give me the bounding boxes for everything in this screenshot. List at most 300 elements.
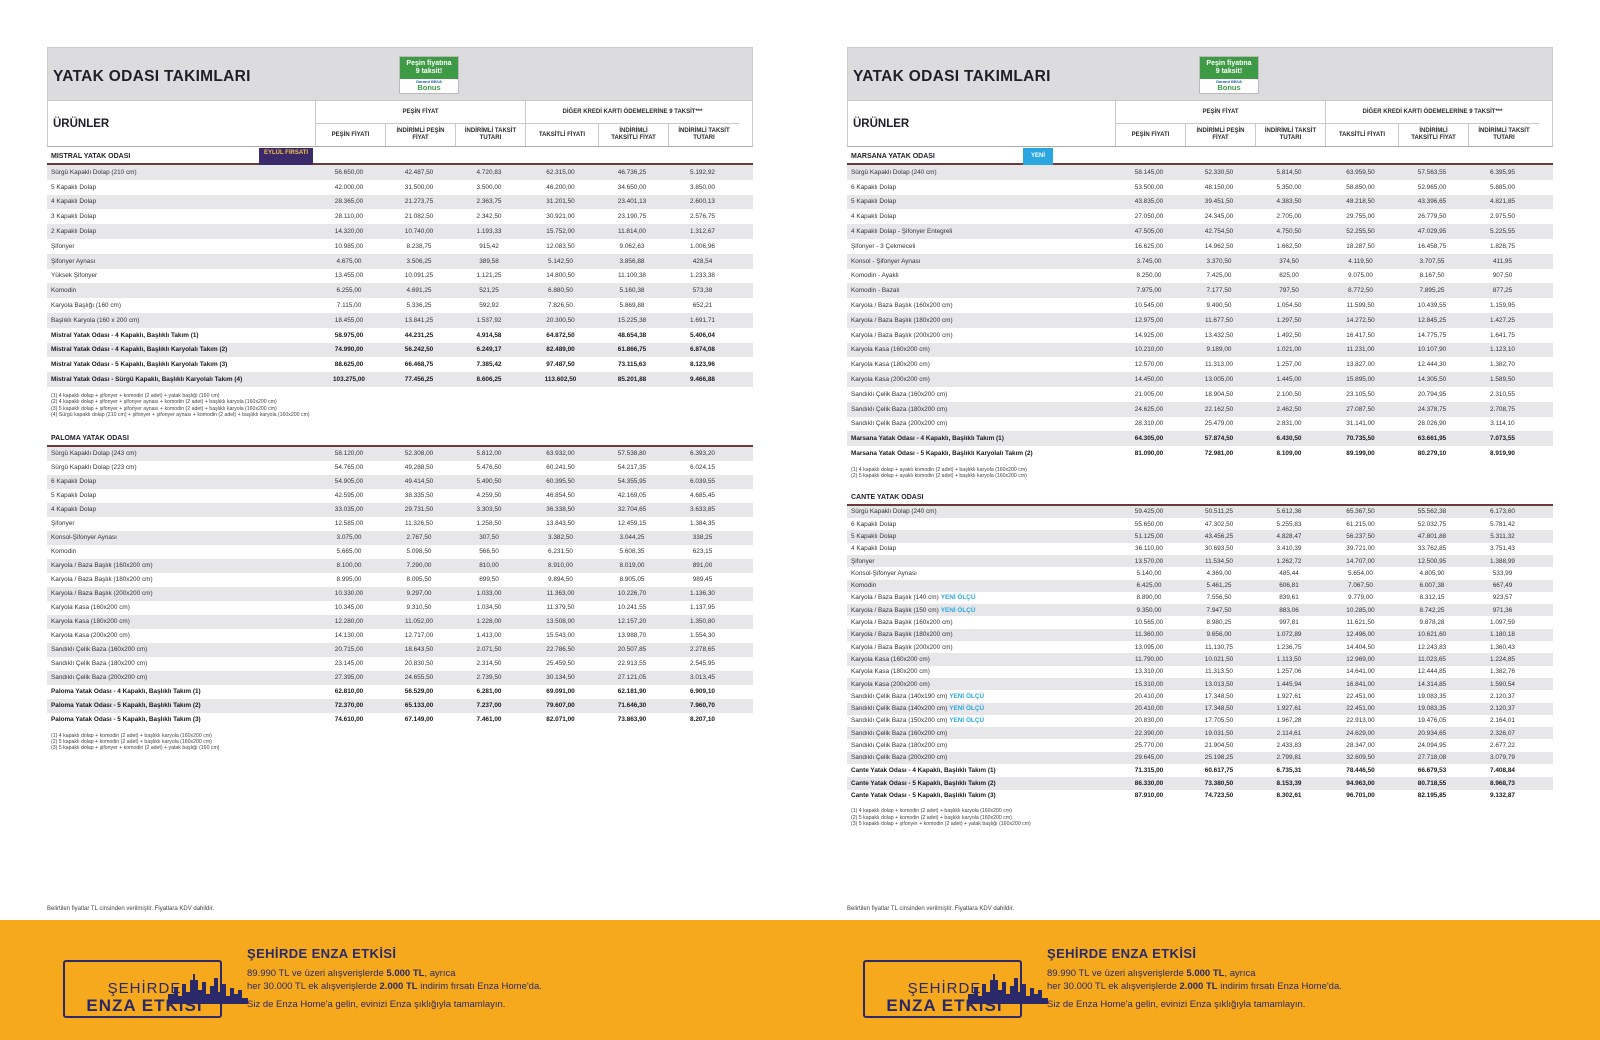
price-cell-4: 8.772,50 (1348, 287, 1373, 295)
product-name-text: Karyola / Baza Başlık (180x200 cm) (851, 631, 953, 639)
price-cell-3: 797,50 (1279, 287, 1299, 295)
price-cell-3: 606,81 (1279, 582, 1299, 590)
set-price-cell-5: 66.679,53 (1417, 766, 1447, 774)
set-total-row (47, 685, 753, 699)
set-price-cell-6: 5.406,04 (690, 331, 715, 339)
price-cell-2: 21.273,75 (404, 198, 434, 206)
price-cell-1: 12.570,00 (1134, 361, 1164, 369)
price-cell-6: 989,45 (692, 576, 713, 584)
price-cell-2: 11.313,00 (1205, 361, 1233, 369)
set-price-cell-5: 80.279,10 (1417, 450, 1447, 458)
product-name (51, 646, 147, 653)
product-name-text: Şifonyer (851, 557, 875, 565)
set-price-cell-6: 8.207,10 (690, 716, 715, 724)
set-price-cell-1: 74.990,00 (334, 346, 364, 354)
product-name (851, 631, 953, 638)
set-price-cell-3: 8.109,00 (1276, 450, 1302, 458)
table-row (47, 629, 753, 643)
price-cell-6: 652,21 (692, 302, 713, 310)
column-header-1: PEŞİN FİYATI (1115, 124, 1185, 146)
price-cell-3: 485,44 (1279, 569, 1299, 577)
table-row (847, 666, 1553, 678)
promo-banner (0, 920, 800, 1040)
price-cell-6: 2.677,22 (1490, 742, 1515, 750)
price-cell-4: 60.395,50 (546, 478, 575, 486)
price-cell-5: 33.762,85 (1417, 545, 1447, 553)
price-cell-5: 57.563,55 (1417, 168, 1447, 176)
price-cell-3: 1.445,00 (1276, 376, 1302, 384)
product-name-text: Karyola / Baza Başlık (160x200 cm) (851, 619, 953, 627)
table-row (847, 387, 1553, 402)
product-name (851, 332, 953, 339)
product-name-text: 5 Kapaklı Dolap (851, 198, 897, 206)
price-cell-1: 14.130,00 (334, 632, 364, 640)
table-row (847, 727, 1553, 739)
product-name (851, 521, 896, 528)
table-row (847, 580, 1553, 592)
price-cell-2: 25.198,25 (1204, 754, 1234, 762)
set-footnote-line: (1) 4 kapaklı dolap + komodin (2 adet) + başlıklı karyola (160x200 cm) (51, 732, 212, 739)
table-row (847, 678, 1553, 690)
banner-text-part: indirim fırsatı Enza Home'da. (417, 981, 542, 992)
set-price-cell-1: 88.625,00 (334, 361, 364, 369)
product-name-text: 3 Kapaklı Dolap (51, 213, 97, 221)
table-row (847, 555, 1553, 567)
set-price-cell-6: 9.466,88 (690, 376, 715, 384)
set-price-cell-4: 89.199,00 (1346, 450, 1375, 458)
product-name-text: Komodin (851, 582, 877, 590)
price-cell-2: 29.731,50 (404, 506, 434, 514)
price-cell-2: 7.947,50 (1206, 606, 1232, 614)
product-name-text: Sandıklı Çelik Baza (200x200 cm) (51, 674, 148, 682)
price-cell-1: 13.455,00 (334, 272, 364, 280)
price-cell-3: 5.612,36 (1276, 508, 1302, 516)
price-cell-1: 15.310,00 (1134, 680, 1164, 688)
price-cell-5: 24.378,75 (1417, 405, 1447, 413)
table-row (847, 313, 1553, 328)
price-cell-3: 1.492,50 (1276, 331, 1302, 339)
product-name (851, 533, 896, 540)
price-cell-1: 10.330,00 (334, 590, 364, 598)
banner-text-part: 2.000 TL (379, 981, 418, 992)
price-cell-1: 8.100,00 (336, 562, 362, 570)
set-price-cell-6: 8.919,90 (1490, 450, 1515, 458)
price-cell-4: 14.404,50 (1346, 643, 1375, 651)
price-cell-3: 1.413,00 (476, 632, 502, 640)
price-cell-5: 19.083,35 (1417, 705, 1447, 713)
product-name-text: Yüksek Şifonyer (51, 272, 98, 280)
price-cell-2: 9.656,00 (1206, 631, 1232, 639)
price-cell-2: 11.677,50 (1205, 316, 1233, 324)
product-name (851, 582, 876, 589)
table-row (47, 643, 753, 657)
bonus-badge-slogan (1200, 57, 1258, 79)
section-rows (847, 506, 1553, 803)
price-cell-6: 2.310,55 (1490, 390, 1515, 398)
price-cell-5: 24.094,95 (1417, 742, 1447, 750)
price-cell-1: 8.890,00 (1136, 594, 1162, 602)
price-cell-4: 12.969,00 (1346, 655, 1375, 663)
price-cell-6: 1.224,85 (1490, 655, 1515, 663)
set-footnote-line: (1) 4 kapaklı dolap + ayaklı komodin (2 adet) + başlıklı karyola (160x200 cm) (851, 466, 1027, 473)
price-cell-4: 9.779,00 (1348, 594, 1373, 602)
product-name (851, 169, 937, 176)
price-cell-3: 5.255,83 (1276, 520, 1302, 528)
price-cell-1: 24.625,00 (1134, 405, 1164, 413)
credit-card-group-header: DİĞER KREDİ KARTI ÖDEMELERİNE 9 TAKSİT*** (525, 101, 739, 124)
price-cell-3: 1.228,00 (476, 618, 502, 626)
price-cell-5: 12.243,83 (1417, 643, 1447, 651)
set-price-cell-5: 48.654,38 (617, 331, 647, 339)
price-cell-6: 533,99 (1492, 569, 1513, 577)
product-name (851, 545, 896, 552)
price-cell-2: 14.962,50 (1204, 242, 1234, 250)
price-cell-2: 9.297,00 (406, 590, 432, 598)
price-cell-3: 4.720,83 (476, 168, 502, 176)
price-cell-4: 11.599,50 (1346, 302, 1375, 310)
price-cell-4: 22.913,00 (1346, 717, 1375, 725)
price-cell-2: 38.335,50 (404, 492, 434, 500)
price-cell-4: 20.300,50 (546, 316, 575, 324)
price-cell-1: 13.095,00 (1134, 643, 1164, 651)
product-name (851, 272, 899, 279)
bonus-logo (400, 79, 458, 93)
price-cell-5: 23.190,75 (617, 213, 647, 221)
set-price-cell-2: 67.149,00 (404, 716, 434, 724)
price-cell-3: 839,61 (1279, 594, 1299, 602)
price-cell-2: 49.414,50 (404, 478, 434, 486)
price-cell-1: 36.110,00 (1135, 545, 1163, 553)
price-cell-6: 3.114,10 (1490, 420, 1515, 428)
price-cell-5: 6.007,38 (1419, 582, 1445, 590)
price-cell-6: 1.382,70 (1490, 361, 1515, 369)
banner-text-part: , ayrıca (424, 968, 456, 979)
set-total-row (47, 372, 753, 387)
price-cell-4: 13.508,00 (546, 618, 575, 626)
price-cell-4: 56.237,50 (1346, 532, 1375, 540)
set-price-cell-2: 72.981,00 (1204, 450, 1234, 458)
product-name (851, 287, 900, 294)
price-cell-6: 6.393,20 (690, 450, 715, 458)
price-cell-6: 1.180,18 (1490, 631, 1515, 639)
price-cell-6: 1.136,30 (690, 590, 715, 598)
price-cell-6: 667,49 (1492, 582, 1513, 590)
price-cell-4: 39.721,00 (1346, 545, 1375, 553)
price-cell-4: 46.200,00 (546, 183, 575, 191)
price-cell-4: 60.241,50 (546, 464, 575, 472)
set-footnote-line: (2) 4 kapaklı dolap + şifonyer + şifonyer aynası + komodin (2 adet) + başlıklı karyola (160x200 cm) (51, 399, 277, 406)
table-row (47, 165, 753, 180)
price-cell-1: 56.650,00 (334, 168, 364, 176)
product-name-text: 5 Kapaklı Dolap (851, 532, 897, 540)
price-cell-3: 1.033,00 (476, 590, 502, 598)
price-cell-5: 34.650,00 (617, 183, 647, 191)
column-header-4: TAKSİTLİ FİYATI (1325, 124, 1398, 146)
price-cell-1: 27.395,00 (334, 674, 364, 682)
price-cell-4: 46.854,50 (546, 492, 575, 500)
new-size-tag: YENİ ÖLÇÜ (940, 594, 976, 602)
price-cell-2: 11.534,50 (1205, 557, 1233, 565)
product-name-text: Komodin (51, 287, 77, 295)
price-cell-3: 2.433,83 (1276, 742, 1302, 750)
price-cell-2: 12.717,00 (404, 632, 434, 640)
product-name (51, 576, 153, 583)
price-cell-2: 7.290,00 (406, 562, 432, 570)
price-cell-6: 3.751,43 (1490, 545, 1515, 553)
set-price-cell-1: 58.975,00 (334, 331, 364, 339)
price-cell-2: 47.302,50 (1204, 520, 1234, 528)
set-price-cell-6: 7.408,84 (1490, 766, 1515, 774)
set-price-cell-5: 63.661,95 (1417, 435, 1447, 443)
price-cell-6: 573,38 (692, 287, 713, 295)
bonus-brand-small: Garanti BBVA (415, 79, 443, 84)
price-cell-4: 8.910,00 (548, 562, 573, 570)
set-price-cell-3: 6.735,31 (1276, 766, 1302, 774)
table-row (847, 195, 1553, 210)
set-price-cell-2: 74.723,50 (1204, 792, 1234, 800)
price-cell-3: 1.257,00 (1276, 361, 1302, 369)
set-price-cell-2: 56.242,50 (404, 346, 434, 354)
price-cell-3: 592,92 (479, 302, 499, 310)
price-cell-3: 2.462,50 (1276, 405, 1302, 413)
price-cell-2: 9.490,50 (1206, 302, 1232, 310)
set-price-cell-5: 71.646,30 (617, 702, 647, 710)
set-footnote-line: (1) 4 kapaklı dolap + komodin (2 adet) + başlıklı karyola (160x200 cm) (851, 808, 1012, 815)
set-price-cell-4: 96.701,00 (1346, 792, 1375, 800)
price-cell-3: 1.121,25 (476, 272, 502, 280)
set-name: Mistral Yatak Odası - 4 Kapaklı, Başlıklı Karyolalı Takım (2) (51, 346, 228, 354)
price-cell-6: 1.123,10 (1490, 346, 1515, 354)
price-cell-6: 2.545,95 (690, 660, 715, 668)
price-cell-1: 20.715,00 (334, 646, 364, 654)
banner-text-part: 5.000 TL (386, 968, 425, 979)
set-price-cell-4: 70.735,50 (1346, 435, 1375, 443)
new-size-tag: YENİ ÖLÇÜ (949, 717, 985, 725)
bonus-card-badge (399, 56, 459, 94)
product-name (51, 534, 117, 541)
price-cell-6: 877,25 (1492, 287, 1513, 295)
price-cell-3: 389,58 (479, 257, 499, 265)
price-cell-4: 63.932,00 (546, 450, 575, 458)
section-title (847, 147, 1553, 165)
set-price-cell-2: 44.231,25 (404, 331, 434, 339)
price-cell-5: 22.913,55 (617, 660, 647, 668)
set-footnote-line: (2) 5 kapaklı dolap + komodin (2 adet) + başlıklı karyola (160x200 cm) (851, 814, 1012, 821)
product-name (51, 317, 139, 324)
price-cell-1: 21.005,00 (1134, 390, 1164, 398)
price-cell-6: 1.006,96 (690, 242, 715, 250)
table-row (47, 239, 753, 254)
price-cell-4: 7.826,50 (548, 302, 573, 310)
price-cell-4: 6.231,50 (548, 548, 573, 556)
banner-line-3: Siz de Enza Home'a gelin, evinizi Enza şıklığıyla tamamlayın. (1047, 999, 1306, 1010)
price-cell-2: 30.693,50 (1204, 545, 1234, 553)
price-disclaimer: Belirtilen fiyatlar TL cinsinden verilmiştir. Fiyatlara KDV dahildir. (47, 906, 215, 912)
price-cell-2: 9.310,50 (406, 604, 432, 612)
price-cell-1: 59.425,00 (1134, 508, 1164, 516)
price-cell-6: 1.159,95 (1490, 302, 1515, 310)
price-cell-6: 6.173,60 (1490, 508, 1515, 516)
products-column-header: ÜRÜNLER (853, 118, 910, 130)
price-cell-3: 1.034,50 (476, 604, 502, 612)
page-title: YATAK ODASI TAKIMLARI (853, 68, 1051, 85)
product-name (851, 184, 896, 191)
product-name (851, 558, 874, 565)
set-price-cell-4: 64.872,50 (546, 331, 575, 339)
price-cell-5: 5.160,38 (619, 287, 645, 295)
product-name-text: Şifonyer (51, 520, 75, 528)
price-cell-4: 65.367,50 (1346, 508, 1375, 516)
product-name-text: Sandıklı Çelik Baza (180x200 cm) (51, 660, 148, 668)
table-row (47, 475, 753, 489)
set-total-row (847, 764, 1553, 777)
set-price-cell-1: 74.610,00 (334, 716, 364, 724)
price-cell-1: 55.650,00 (1134, 520, 1164, 528)
price-cell-4: 61.215,00 (1346, 520, 1375, 528)
price-cell-3: 2.799,81 (1276, 754, 1302, 762)
price-cell-5: 12.459,15 (617, 520, 647, 528)
price-cell-6: 1.233,38 (690, 272, 715, 280)
table-row (47, 489, 753, 503)
banner-line-3: Siz de Enza Home'a gelin, evinizi Enza şıklığıyla tamamlayın. (247, 999, 506, 1010)
set-price-cell-5: 80.718,55 (1417, 779, 1447, 787)
price-cell-2: 13.432,50 (1204, 331, 1234, 339)
price-cell-5: 14.775,75 (1417, 331, 1447, 339)
price-cell-2: 7.177,50 (1206, 287, 1232, 295)
table-row (847, 616, 1553, 628)
product-name (51, 450, 137, 457)
price-cell-1: 42.595,00 (334, 492, 364, 500)
set-total-row (47, 343, 753, 358)
price-cell-3: 1.297,50 (1276, 316, 1302, 324)
product-name-text: Karyola Kasa (160x200 cm) (851, 346, 930, 354)
price-cell-5: 3.044,25 (619, 534, 645, 542)
price-cell-6: 1.589,50 (1490, 376, 1515, 384)
price-cell-5: 10.107,90 (1417, 346, 1447, 354)
price-cell-5: 11.023,65 (1418, 655, 1446, 663)
product-name-text: 5 Kapaklı Dolap (51, 183, 97, 191)
set-footnote-line: (4) Sürgü kapaklı dolap (210 cm) + şifonyer + şifonyer aynası + komodin (2 adet) + başlıklı karyola (160x200 cm) (51, 412, 310, 419)
price-cell-6: 1.097,59 (1490, 619, 1515, 627)
price-cell-5: 47.029,95 (1417, 228, 1447, 236)
set-name: Cante Yatak Odası - 5 Kapaklı, Başlıklı Takım (3) (851, 792, 996, 800)
product-name-text: Karyola / Baza Başlık (180x200 cm) (851, 316, 953, 324)
set-footnote-line: (3) 5 kapaklı dolap + şifonyer + komodin (2 adet) + yatak başlığı (160 cm) (51, 745, 220, 752)
new-size-tag: YENİ ÖLÇÜ (949, 705, 985, 713)
product-name (51, 520, 74, 527)
set-price-cell-1: 81.090,00 (1134, 450, 1164, 458)
column-header-3: İNDİRİMLİ TAKSİT TUTARI (455, 124, 525, 146)
price-cell-4: 25.459,50 (546, 660, 575, 668)
price-cell-4: 22.451,00 (1346, 705, 1375, 713)
table-row (47, 573, 753, 587)
price-cell-5: 16.458,75 (1417, 242, 1447, 250)
set-price-cell-3: 4.914,58 (476, 331, 502, 339)
product-name (51, 243, 74, 250)
set-price-cell-1: 62.810,00 (334, 688, 364, 696)
price-cell-1: 7.975,00 (1136, 287, 1162, 295)
price-cell-1: 3.745,00 (1136, 257, 1162, 265)
set-price-cell-5: 73.115,63 (617, 361, 647, 369)
section-name: PALOMA YATAK ODASI (51, 434, 129, 442)
table-row (47, 195, 753, 210)
price-cell-4: 31.201,50 (546, 198, 575, 206)
price-cell-4: 63.959,50 (1346, 168, 1375, 176)
price-cell-1: 10.545,00 (1134, 302, 1164, 310)
price-cell-3: 1.054,50 (1276, 302, 1302, 310)
price-cell-4: 31.141,00 (1346, 420, 1375, 428)
price-cell-4: 16.841,00 (1346, 680, 1375, 688)
price-cell-3: 2.100,50 (1276, 390, 1302, 398)
table-row (47, 657, 753, 671)
price-cell-2: 31.500,00 (404, 183, 434, 191)
product-section (47, 429, 753, 752)
price-cell-4: 16.417,50 (1346, 331, 1375, 339)
price-cell-2: 39.451,50 (1204, 198, 1234, 206)
table-row (847, 604, 1553, 616)
price-cell-2: 18.643,50 (404, 646, 434, 654)
table-row (847, 357, 1553, 372)
set-name: Cante Yatak Odası - 5 Kapaklı, Başlıklı Takım (2) (851, 779, 996, 787)
price-cell-2: 21.082,50 (404, 213, 434, 221)
product-name-text: 4 Kapaklı Dolap - Şifonyer Entegreli (851, 228, 953, 236)
price-cell-2: 24.655,50 (404, 674, 434, 682)
price-cell-3: 4.750,50 (1276, 228, 1302, 236)
table-row (847, 506, 1553, 518)
product-name (851, 391, 947, 398)
product-name (51, 287, 76, 294)
price-cell-5: 12.845,25 (1417, 316, 1447, 324)
product-name-text: Karyola Kasa (180x200 cm) (851, 361, 930, 369)
price-cell-3: 5.814,50 (1276, 168, 1302, 176)
banner-text-part: indirim fırsatı Enza Home'da. (1217, 981, 1342, 992)
price-cell-3: 566,50 (479, 548, 499, 556)
column-header-6: İNDİRİMLİ TAKSİT TUTARI (1468, 124, 1539, 146)
product-name (51, 604, 130, 611)
price-cell-3: 5.812,00 (476, 450, 502, 458)
set-footnotes (847, 461, 1553, 480)
price-cell-4: 12.496,00 (1346, 631, 1375, 639)
set-price-cell-4: 82.071,00 (546, 716, 575, 724)
price-cell-2: 24.345,00 (1204, 213, 1234, 221)
product-name (51, 464, 137, 471)
set-total-row (47, 357, 753, 372)
price-cell-6: 3.013,45 (690, 674, 715, 682)
price-cell-5: 8.905,05 (619, 576, 645, 584)
price-cell-2: 2.767,50 (406, 534, 432, 542)
set-name: Mistral Yatak Odası - Sürgü Kapaklı, Başlıklı Karyolalı Takım (4) (51, 376, 243, 384)
price-cell-4: 3.382,50 (548, 534, 573, 542)
product-name-text: 4 Kapaklı Dolap (851, 213, 897, 221)
column-header-2: İNDİRİMLİ PEŞİN FİYAT (385, 124, 455, 146)
price-cell-5: 8.167,50 (1419, 272, 1445, 280)
banner-line-1 (247, 968, 456, 979)
price-cell-2: 49.288,50 (404, 464, 434, 472)
table-row (47, 254, 753, 269)
banner-text-part: her 30.000 TL ek alışverişlerde (1047, 981, 1180, 992)
price-cell-5: 9.878,28 (1419, 619, 1445, 627)
product-name-text: Sandıklı Çelik Baza (160x200 cm) (51, 646, 148, 654)
price-cell-6: 6.039,55 (690, 478, 715, 486)
price-cell-3: 374,50 (1279, 257, 1299, 265)
price-cell-5: 47.801,88 (1417, 532, 1447, 540)
enza-etkisi-logo (863, 960, 1022, 1018)
price-cell-5: 23.401,13 (617, 198, 647, 206)
set-price-cell-4: 79.607,00 (546, 702, 575, 710)
price-cell-1: 10.565,00 (1134, 619, 1164, 627)
column-header-2: İNDİRİMLİ PEŞİN FİYAT (1185, 124, 1255, 146)
price-cell-6: 2.600,13 (690, 198, 715, 206)
